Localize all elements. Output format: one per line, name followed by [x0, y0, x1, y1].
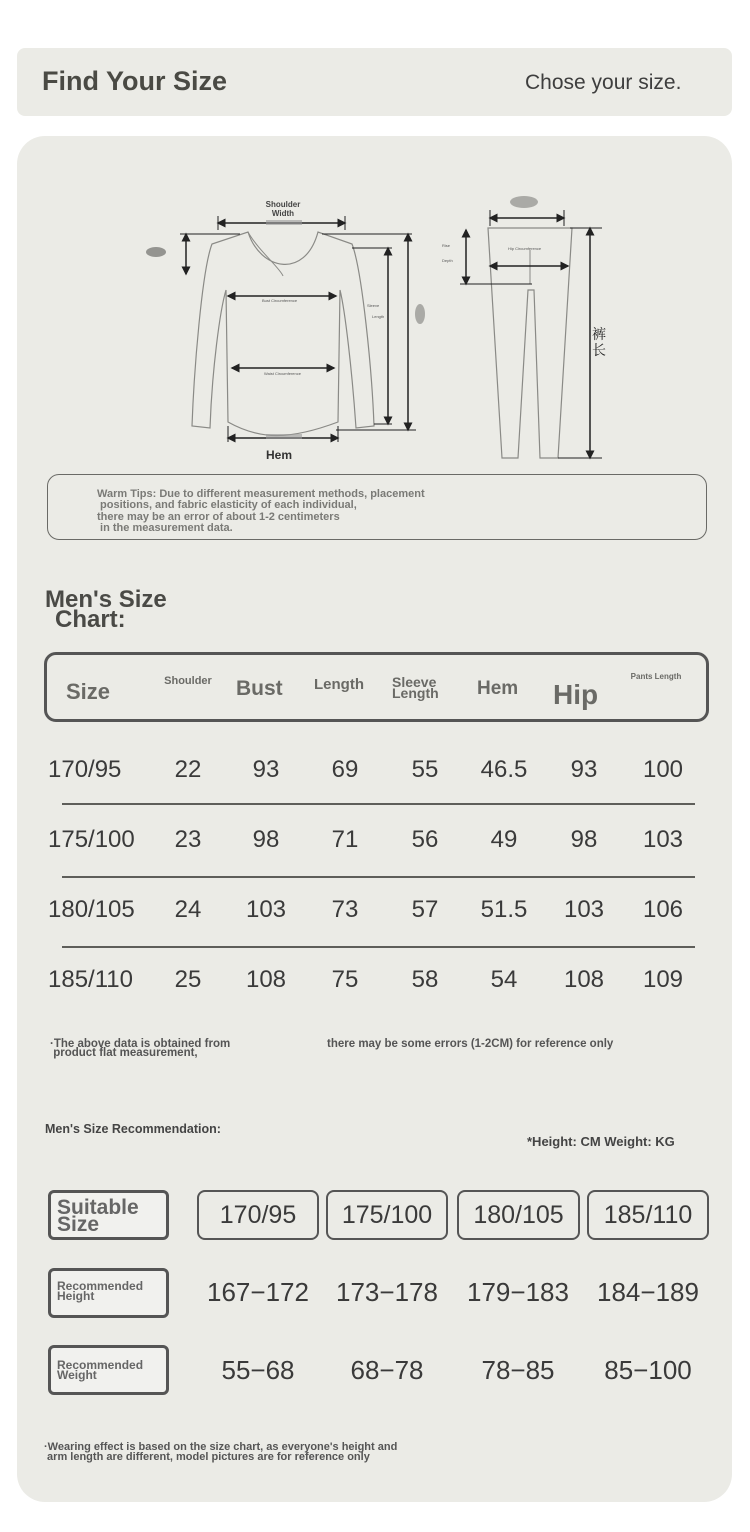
size-chart-title: Men's Size — [45, 586, 167, 613]
chart-note-right: there may be some errors (1-2CM) for reference only — [327, 1038, 614, 1050]
cell-hem: 54 — [490, 966, 518, 993]
col-hip: Hip — [553, 679, 599, 710]
depth-label: Depth — [442, 258, 453, 263]
col-shoulder: Shoulder — [164, 675, 212, 687]
cell-pants-length: 100 — [642, 756, 684, 783]
col-bust: Bust — [236, 677, 283, 700]
recommended-weight-label-box — [48, 1345, 169, 1395]
page-subtitle: Chose your size. — [525, 71, 682, 94]
units-note: *Height: CM Weight: KG — [527, 1134, 675, 1149]
cell-pants-length: 103 — [642, 826, 684, 853]
footer-note: ·Wearing effect is based on the size chart, as everyone's height and — [44, 1441, 398, 1453]
cell-hip: 98 — [570, 826, 598, 853]
length-label: Length — [372, 314, 385, 319]
cell-shoulder: 22 — [174, 756, 202, 783]
cell-shoulder: 24 — [174, 896, 202, 923]
chart-note-left: product flat measurement, — [50, 1047, 198, 1059]
footer-note: arm length are different, model pictures are for reference only — [44, 1451, 370, 1463]
pants-length-cn-label: 裤 长 — [592, 326, 606, 358]
cell-hip: 93 — [570, 756, 598, 783]
cell-hem: 51.5 — [480, 896, 528, 923]
size-chart-header — [44, 652, 709, 722]
cell-hem: 46.5 — [480, 756, 528, 783]
recommended-height: 173−178 — [336, 1277, 438, 1307]
recommended-height-label: Recommended Height — [57, 1279, 144, 1303]
recommended-weight: 85−100 — [604, 1355, 692, 1385]
cell-sleeve: 56 — [411, 826, 439, 853]
cell-shoulder: 25 — [174, 966, 202, 993]
row-divider — [62, 876, 695, 878]
recommended-weight: 78−85 — [481, 1355, 555, 1385]
shoulder-width-label: Shoulder Width — [265, 200, 301, 218]
size-chart-title: Chart: — [55, 606, 126, 633]
cell-length: 75 — [331, 966, 359, 993]
shirt-outline — [192, 232, 374, 436]
warm-tips-line: in the measurement data. — [97, 522, 233, 534]
cell-pants-length: 109 — [642, 966, 684, 993]
warm-tips-line: Warm Tips: Due to different measurement methods, placement — [97, 488, 425, 500]
garment-diagram — [140, 190, 610, 470]
sleeve-label: Sleeve — [367, 303, 380, 308]
cell-shoulder: 23 — [174, 826, 202, 853]
cell-hip: 103 — [563, 896, 605, 923]
cell-hem: 49 — [490, 826, 518, 853]
row-divider — [62, 946, 695, 948]
size-option[interactable]: 185/110 — [587, 1190, 709, 1240]
col-hem: Hem — [477, 678, 519, 699]
cell-bust: 108 — [245, 966, 287, 993]
rise-label: Rise — [442, 243, 451, 248]
hem-label: Hem — [266, 448, 293, 462]
col-size: Size — [66, 679, 111, 704]
cell-size: 185/110 — [48, 966, 133, 993]
col-pants-length: Pants Length — [630, 672, 682, 681]
cell-bust: 93 — [252, 756, 280, 783]
bust-circ-label: Bust Circumference — [262, 298, 298, 303]
chart-note-left: ·The above data is obtained from — [50, 1038, 231, 1050]
recommended-weight: 55−68 — [221, 1355, 295, 1385]
cell-sleeve: 57 — [411, 896, 439, 923]
cell-hip: 108 — [563, 966, 605, 993]
waist-circ-label: Waist Circumference — [264, 371, 301, 376]
cell-bust: 98 — [252, 826, 280, 853]
cell-length: 69 — [331, 756, 359, 783]
col-length: Length — [314, 676, 364, 693]
cell-size: 170/95 — [48, 756, 122, 783]
cell-size: 175/100 — [48, 826, 135, 853]
recommended-height-label-box — [48, 1268, 169, 1318]
row-divider — [62, 803, 695, 805]
recommended-height: 184−189 — [597, 1277, 699, 1307]
cell-pants-length: 106 — [642, 896, 684, 923]
cell-bust: 103 — [245, 896, 287, 923]
recommended-height: 167−172 — [207, 1277, 309, 1307]
hip-circ-label: Hip Circumference — [508, 246, 542, 251]
size-option[interactable]: 175/100 — [326, 1190, 448, 1240]
recommendation-title: Men's Size Recommendation: — [45, 1122, 221, 1136]
suitable-size-label: Suitable Size — [57, 1196, 139, 1236]
cell-size: 180/105 — [48, 896, 135, 923]
warm-tips-line: positions, and fabric elasticity of each individual, — [97, 499, 357, 511]
recommended-weight: 68−78 — [350, 1355, 424, 1385]
col-sleeve-length: Sleeve Length — [392, 674, 439, 701]
recommended-weight-label: Recommended Weight — [57, 1358, 144, 1382]
page-title: Find Your Size — [42, 66, 228, 96]
cell-length: 71 — [331, 826, 359, 853]
warm-tips-line: there may be an error of about 1-2 centimeters — [97, 511, 340, 523]
cell-sleeve: 55 — [411, 756, 439, 783]
cell-sleeve: 58 — [411, 966, 439, 993]
suitable-size-label-box — [48, 1190, 169, 1240]
cell-length: 73 — [331, 896, 359, 923]
size-option[interactable]: 180/105 — [457, 1190, 580, 1240]
recommended-height: 179−183 — [467, 1277, 569, 1307]
size-option[interactable]: 170/95 — [197, 1190, 319, 1240]
